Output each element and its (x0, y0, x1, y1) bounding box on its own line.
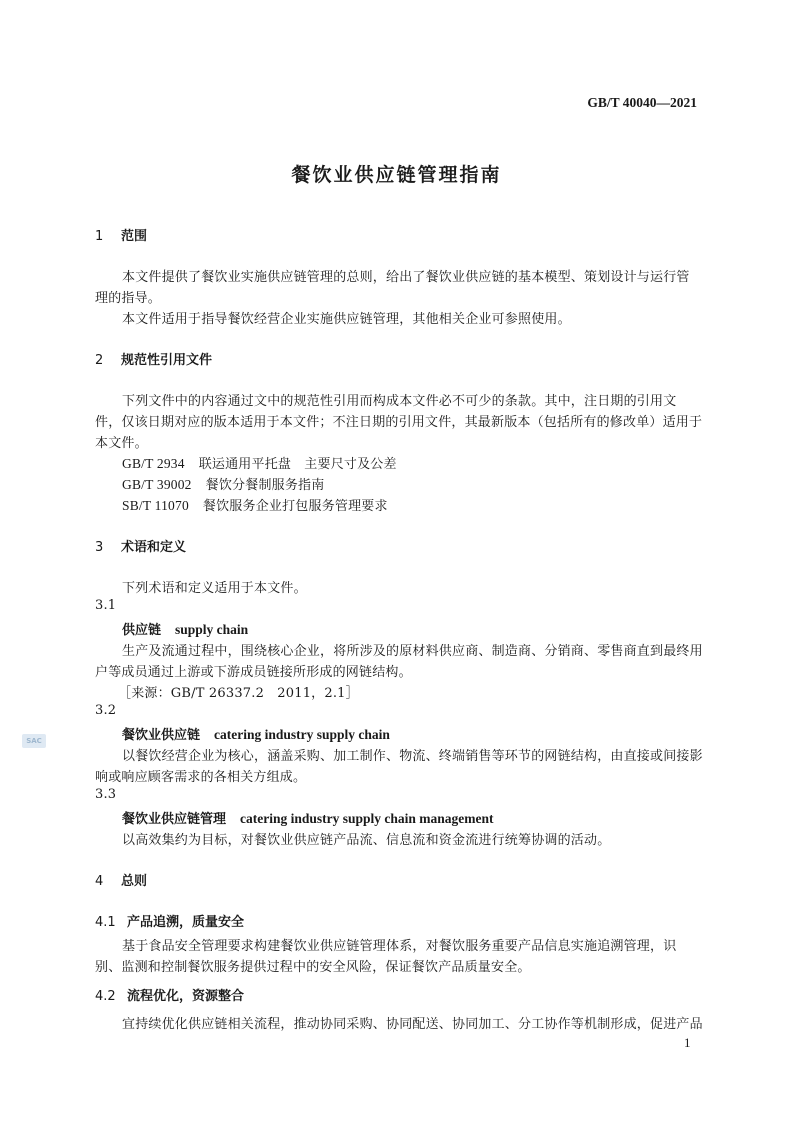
section-number: 1 (95, 229, 104, 244)
section-number: 3 (95, 540, 104, 555)
term-zh: 餐饮业供应链 (122, 728, 201, 743)
paragraph-line: 本文件。 (95, 436, 148, 451)
term-heading (122, 619, 248, 638)
reference-title: 餐饮分餐制服务指南 (205, 478, 325, 493)
section-number: 4 (95, 874, 104, 889)
paragraph-line: 宜持续优化供应链相关流程，推动协同采购、协同配送、协同加工、分工协作等机制形成，促进产品 (122, 1017, 703, 1032)
sac-watermark-logo: SAC (22, 734, 46, 748)
term-heading (122, 724, 390, 743)
reference-code: GB/T 39002 (122, 477, 192, 492)
paragraph-line: 件，仅该日期对应的版本适用于本文件；不注日期的引用文件，其最新版本（包括所有的修改单）适用于 (95, 415, 703, 430)
standard-code: GB/T 40040—2021 (587, 95, 697, 110)
page-number: 1 (684, 1035, 691, 1050)
section-title: 范围 (121, 229, 148, 244)
reference-code: SB/T 11070 (122, 498, 189, 513)
paragraph-line: 下列术语和定义适用于本文件。 (122, 581, 307, 596)
term-en: catering industry supply chain (214, 727, 390, 742)
document-title: 餐饮业供应链管理指南 (291, 164, 502, 186)
term-source: ［来源：GB/T 26337.2 2011，2.1］ (118, 686, 359, 701)
subsection-number: 4.2 (95, 989, 116, 1004)
reference-title: 联运通用平托盘 主要尺寸及公差 (198, 457, 397, 472)
paragraph-line: 本文件适用于指导餐饮经营企业实施供应链管理，其他相关企业可参照使用。 (122, 312, 571, 327)
section-1-heading (95, 225, 147, 244)
section-title: 规范性引用文件 (121, 353, 213, 368)
normative-reference (122, 453, 397, 472)
term-heading (122, 808, 494, 827)
definition-line: 生产及流通过程中，围绕核心企业，将所涉及的原材料供应商、制造商、分销商、零售商直到最终用 (122, 644, 703, 659)
term-number: 3.1 (95, 598, 117, 613)
section-title: 术语和定义 (121, 540, 187, 555)
section-title: 总则 (121, 874, 148, 889)
section-number: 2 (95, 353, 104, 368)
term-en: catering industry supply chain management (240, 811, 494, 826)
definition-line: 以高效集约为目标，对餐饮业供应链产品流、信息流和资金流进行统筹协调的活动。 (122, 833, 611, 848)
paragraph-line: 理的指导。 (95, 291, 162, 306)
subsection-title: 流程优化，资源整合 (127, 989, 245, 1004)
paragraph-line: 基于食品安全管理要求构建餐饮业供应链管理体系，对餐饮服务重要产品信息实施追溯管理，识 (122, 939, 677, 954)
paragraph-line: 下列文件中的内容通过文中的规范性引用而构成本文件必不可少的条款。其中，注日期的引用文 (122, 394, 677, 409)
normative-reference (122, 495, 388, 514)
term-number: 3.2 (95, 703, 117, 718)
paragraph-line: 别、监测和控制餐饮服务提供过程中的安全风险，保证餐饮产品质量安全。 (95, 960, 531, 975)
term-zh: 餐饮业供应链管理 (122, 812, 227, 827)
definition-line: 户等成员通过上游或下游成员链接所形成的网链结构。 (95, 665, 412, 680)
section-3-heading (95, 536, 186, 555)
definition-line: 以餐饮经营企业为核心，涵盖采购、加工制作、物流、终端销售等环节的网链结构，由直接或间接影 (122, 749, 703, 764)
term-en: supply chain (175, 622, 249, 637)
term-zh: 供应链 (122, 623, 162, 638)
subsection-title: 产品追溯，质量安全 (127, 915, 245, 930)
paragraph-line: 本文件提供了餐饮业实施供应链管理的总则，给出了餐饮业供应链的基本模型、策划设计与运行管 (122, 270, 690, 285)
subsection-number: 4.1 (95, 915, 116, 930)
normative-reference (122, 474, 324, 493)
definition-line: 响或响应顾客需求的各相关方组成。 (95, 770, 307, 785)
section-2-heading (95, 349, 212, 368)
reference-title: 餐饮服务企业打包服务管理要求 (202, 499, 388, 514)
subsection-4-2-heading (95, 985, 244, 1004)
reference-code: GB/T 2934 (122, 456, 185, 471)
section-4-heading (95, 870, 147, 889)
term-number: 3.3 (95, 787, 117, 802)
subsection-4-1-heading (95, 911, 244, 930)
